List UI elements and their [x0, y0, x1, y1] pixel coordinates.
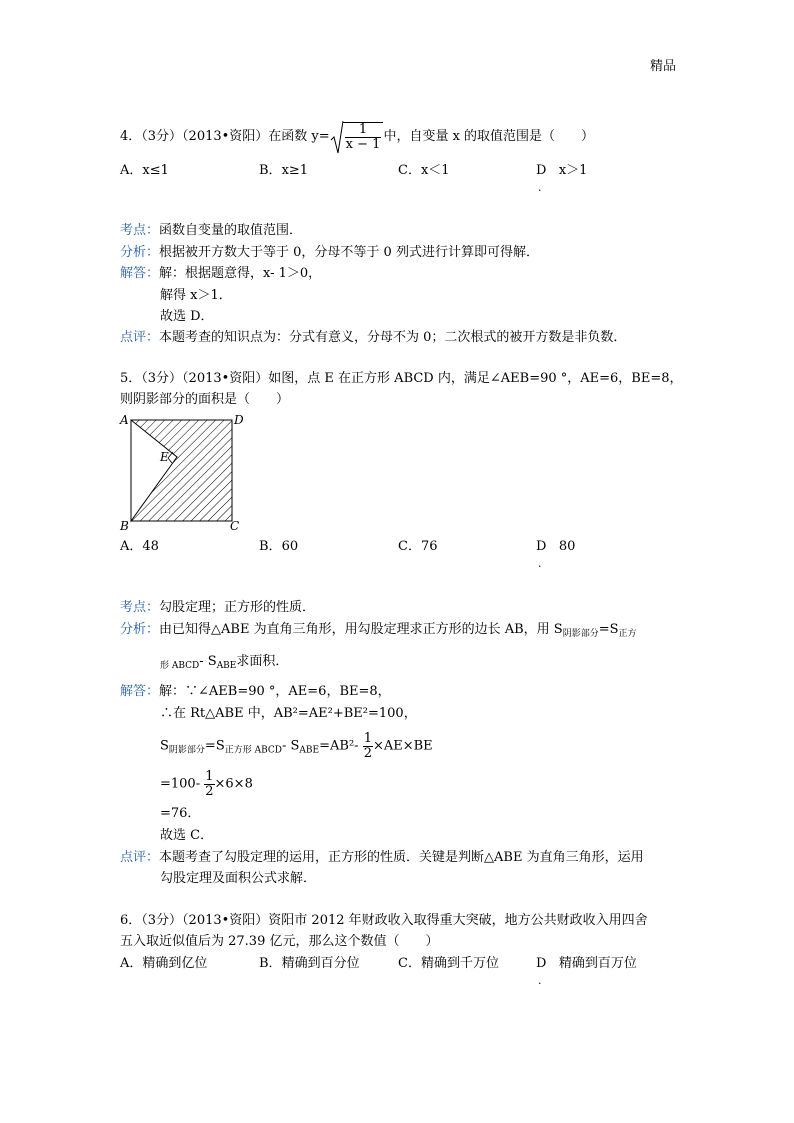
q5-option-d-dot: .	[538, 557, 542, 570]
q4-frac-den: x − 1	[345, 136, 381, 152]
q4-jieda-3: 故选 D．	[160, 309, 214, 324]
label-D: D	[234, 413, 244, 427]
q5-stem-line2: 则阴影部分的面积是（ ）	[120, 392, 290, 407]
q4-stem-suffix: 中，自变量 x 的取值范围是（ ）	[383, 129, 595, 145]
q5-jieda-1: 解答：解：∵∠AEB=90 °，AE=6，BE=8，	[120, 684, 391, 699]
q4-option-d: D x＞1	[536, 163, 588, 178]
q6-stem-line2: 五入取近似值后为 27.39 亿元，那么这个数值（ ）	[120, 934, 439, 949]
label-C: C	[230, 519, 240, 532]
label-E: E	[160, 450, 169, 464]
q5-stem-line1: 5．（3分）（2013•资阳）如图，点 E 在正方形 ABCD 内，满足∠AEB=90 °，AE=6，BE=8，	[120, 371, 683, 386]
label-B: B	[120, 519, 129, 532]
q4-stem	[120, 122, 594, 151]
q4-frac-num: 1	[345, 123, 382, 138]
q4-option-c: C．x＜1	[398, 163, 450, 178]
q5-option-d: D 80	[536, 539, 576, 554]
q5-option-a: A．48	[120, 539, 159, 554]
q4-fenxi: 分析：根据被开方数大于等于 0，分母不等于 0 列式进行计算即可得解．	[120, 245, 539, 260]
q4-sqrt	[330, 122, 384, 151]
q5-jieda-6: 故选 C．	[160, 828, 214, 843]
q5-option-b: B．60	[259, 539, 299, 554]
q4-option-b: B．x≥1	[259, 163, 309, 178]
q4-jieda-2: 解得 x＞1．	[160, 288, 232, 303]
q4-kaodian: 考点：函数自变量的取值范围．	[120, 223, 303, 238]
q5-option-c: C．76	[398, 539, 438, 554]
header-brand: 精品	[650, 59, 677, 74]
q6-option-d-dot: .	[538, 974, 542, 987]
q4-jieda-1: 解答：解：根据题意得，x- 1＞0，	[120, 266, 322, 281]
q4-dianping: 点评：本题考查的知识点为：分式有意义，分母不为 0；二次根式的被开方数是非负数．	[120, 330, 627, 345]
q5-jieda-3: $S_{阴影部分}=S_{正方形 ABCD}-$ $S_{ABE}=AB^2-$ $\frac{1}{2}$ ×AE×BE	[160, 731, 433, 761]
q6-option-a: A．精确到亿位	[120, 956, 208, 971]
radical-sign-icon	[330, 120, 344, 156]
q5-dianping-2: 勾股定理及面积公式求解．	[160, 871, 317, 886]
q6-option-d: D 精确到百万位	[536, 956, 637, 971]
q6-option-b: B．精确到百分位	[259, 956, 360, 971]
q5-jieda-2: ∴在 Rt△ABE 中，AB²=AE²+BE²=100，	[160, 706, 417, 721]
q4-option-d-dot: .	[538, 181, 542, 194]
q5-fenxi-2: $_{形 ABCD}$- $S_{ABE}$求面积．	[160, 654, 289, 671]
q5-dianping-1: 点评：本题考查了勾股定理的运用，正方形的性质．关键是判断△ABE 为直角三角形，运用	[120, 850, 644, 865]
q5-fenxi-1: 分析：由已知得△ABE 为直角三角形，用勾股定理求正方形的边长 AB，用 $S_{阴影部分}=S_{正方}$	[120, 622, 637, 639]
q4-stem-prefix: 4．（3分）（2013•资阳）在函数 y=	[120, 129, 330, 145]
q6-stem-line1: 6．（3分）（2013•资阳）资阳市 2012 年财政收入取得重大突破，地方公共财政收入用四舍	[120, 913, 648, 928]
q4-option-a: A．x≤1	[120, 163, 169, 178]
q6-option-c: C．精确到千万位	[398, 956, 499, 971]
label-A: A	[120, 413, 129, 427]
q5-figure	[115, 410, 250, 532]
q5-kaodian: 考点：勾股定理；正方形的性质．	[120, 600, 316, 615]
q5-jieda-4: =100- $\frac{1}{2}$ ×6×8	[160, 769, 253, 799]
q5-jieda-5: =76．	[160, 806, 201, 821]
